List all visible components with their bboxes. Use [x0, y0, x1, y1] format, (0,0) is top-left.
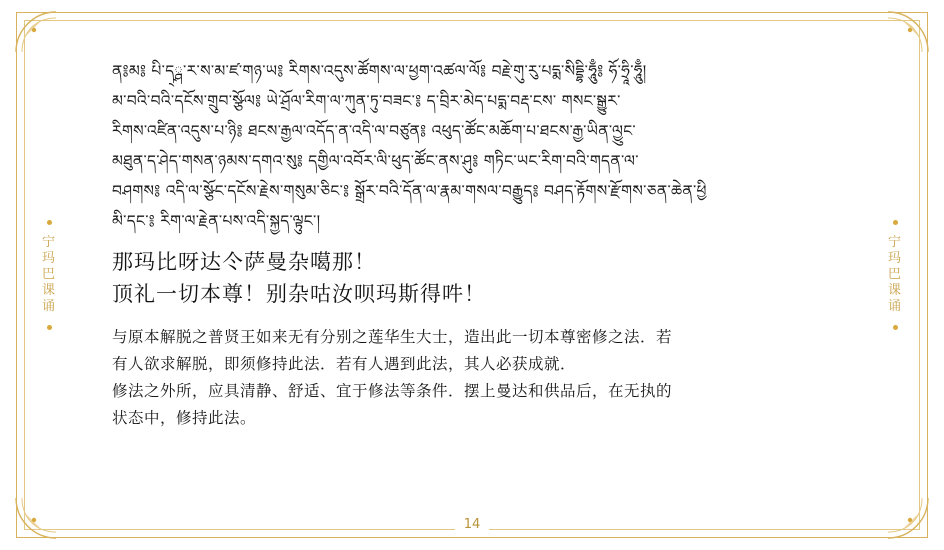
corner-ornament-icon	[886, 10, 930, 54]
side-dot-icon	[893, 325, 898, 330]
corner-ornament-icon	[886, 496, 930, 540]
tibetan-line: མ་བའི་བའི་དངོས་གྲུབ་སྩོལ༔ ཡེ་ཤྲོལ་རིག་ལ་ཀུན་ཏུ་བཟང་༔ ད་བྲིར་མེད་པདྨ་བརྡ་ངས་ གསང་སྒྱུར་	[112, 92, 621, 110]
corner-ornament-icon	[14, 10, 58, 54]
tibetan-line: བཤགས༔ འདི་ལ་སྩོང་དངོས་རྗེས་གསུམ་ཅིང་༔ སྒྲོར་བའི་དོན་ལ་རྣམ་གསལ་བརྒྱུད༔ བཤད་རྟོགས་རྫོགས་ཅན་ཆེན་ཕྱི	[112, 182, 707, 200]
chinese-body-line: 状态中，修持此法。	[112, 409, 257, 427]
side-dot-icon	[47, 325, 52, 330]
chinese-mantra-line: 那玛比呀达仒萨曼杂噶那！	[112, 250, 376, 274]
tibetan-line: རིགས་འཛིན་འདུས་པ་ཉི༔ ཐངས་རྒྱལ་འདོད་ན་འདི་ལ་བཙུན༔ འཕུད་ཚོང་མཆོག་པ་ཐངས་རྒྱ་ཡིན་ལྱུང་	[112, 122, 636, 140]
side-label-right-text: 宁玛巴课诵	[887, 235, 902, 314]
tibetan-line: མཐུན་ད་ཤེད་གསན་ཉམས་དགའ་སུ༔ དགྱིལ་འབོར་ལི་ཕུད་ཚོང་ནས་ཤུ༔ གཏིང་ཡང་རིག་བའི་གདན་ལ་	[112, 152, 639, 170]
chinese-body-block	[112, 324, 832, 432]
chinese-mantra-line: 顶礼一切本尊！别杂咕汝呗玛斯得吽！	[112, 282, 486, 306]
chinese-body-line: 修法之外所，应具清静、舒适、宜于修法等条件．摆上曼达和供品后，在无执的	[112, 382, 673, 400]
tibetan-line: མི་དང་༔ རིག་ལ་རྗེན་པས་འདི་སྐྱད་ལྟུང་།	[112, 212, 321, 230]
tibetan-text-block	[112, 56, 832, 236]
side-label-left	[36, 210, 62, 340]
page-content	[112, 56, 832, 432]
side-label-left-text: 宁玛巴课诵	[41, 235, 56, 314]
tibetan-line: ན༔མ༔ པི་ད྄ྴ་ར་ས་མ་ཛ་གཉ་ཡ༔ རིགས་འདུས་ཚོགས་ལ་ཕྱག་འཚལ་ལོ༔ བརྗེ་གུ་རུ་པདྨ་སིདྡྷི་ཧཱུྃ༔ ཧོ་ཧྲཱི་ཧཱུྃ།	[112, 62, 647, 80]
chinese-mantra-block	[112, 246, 832, 310]
side-dot-icon	[893, 220, 898, 225]
page-number: 14	[455, 514, 489, 536]
side-dot-icon	[47, 220, 52, 225]
chinese-body-line: 与原本解脱之普贤王如来无有分别之莲华生大士，造出此一切本尊密修之法．若	[112, 328, 673, 346]
side-label-right	[882, 210, 908, 340]
corner-ornament-icon	[14, 496, 58, 540]
chinese-body-line: 有人欲求解脱，即须修持此法．若有人遇到此法，其人必获成就．	[112, 355, 577, 373]
